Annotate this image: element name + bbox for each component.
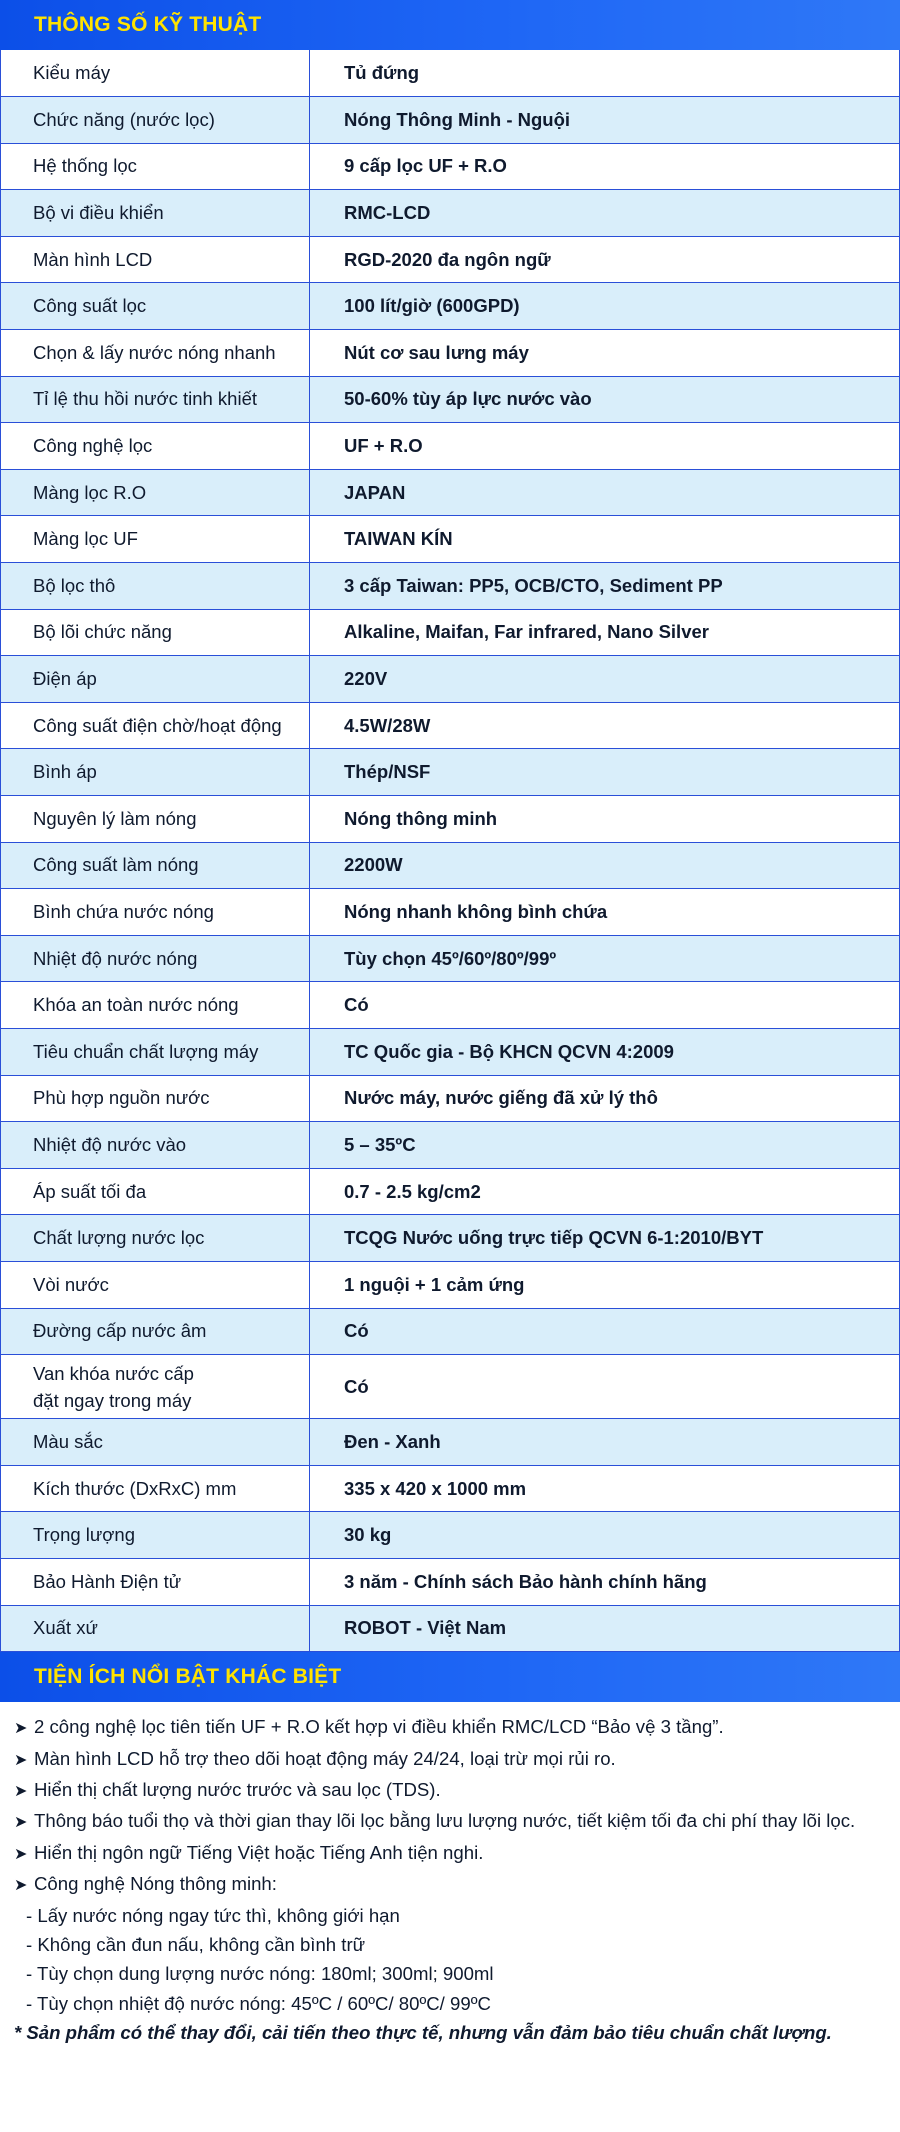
spec-label-text: Nhiệt độ nước vào	[33, 1133, 187, 1155]
spec-row	[1, 702, 900, 749]
spec-label	[1, 97, 310, 144]
spec-row	[1, 1558, 900, 1605]
spec-row	[1, 1419, 900, 1466]
spec-label	[1, 1028, 310, 1075]
spec-row	[1, 842, 900, 889]
spec-row	[1, 609, 900, 656]
benefit-item	[14, 1712, 900, 1743]
spec-label-text: Bộ lọc thô	[33, 574, 116, 596]
spec-label	[1, 842, 310, 889]
spec-label	[1, 563, 310, 610]
spec-label-text-line2: đặt ngay trong máy	[33, 1389, 192, 1411]
spec-value: JAPAN	[310, 469, 900, 516]
arrow-bullet-icon: ➤	[14, 1877, 28, 1895]
benefit-text: Màn hình LCD hỗ trợ theo dõi hoạt động máy 24/24, loại trừ mọi rủi ro.	[34, 1747, 616, 1769]
spec-row	[1, 376, 900, 423]
spec-label	[1, 50, 310, 97]
spec-row	[1, 1512, 900, 1559]
spec-label	[1, 935, 310, 982]
spec-label	[1, 1215, 310, 1262]
spec-value: Nước máy, nước giếng đã xử lý thô	[310, 1075, 900, 1122]
spec-label-text: Nguyên lý làm nóng	[33, 807, 197, 829]
spec-value: 335 x 420 x 1000 mm	[310, 1465, 900, 1512]
spec-row	[1, 97, 900, 144]
spec-label	[1, 609, 310, 656]
spec-value: Nóng nhanh không bình chứa	[310, 889, 900, 936]
spec-value: 50-60% tùy áp lực nước vào	[310, 376, 900, 423]
spec-value: 0.7 - 2.5 kg/cm2	[310, 1168, 900, 1215]
spec-row	[1, 469, 900, 516]
spec-row	[1, 423, 900, 470]
spec-row	[1, 1215, 900, 1262]
spec-row	[1, 236, 900, 283]
arrow-bullet-icon: ➤	[14, 1782, 28, 1800]
arrow-bullet-icon: ➤	[14, 1814, 28, 1832]
spec-label-text: Áp suất tối đa	[33, 1180, 147, 1202]
spec-row	[1, 935, 900, 982]
specs-table	[0, 50, 900, 1652]
benefit-text: Hiển thị ngôn ngữ Tiếng Việt hoặc Tiếng Anh tiện nghi.	[34, 1841, 484, 1863]
benefit-text: Hiển thị chất lượng nước trước và sau lọc (TDS).	[34, 1778, 441, 1800]
spec-label	[1, 1355, 310, 1419]
spec-label-text: Kiểu máy	[33, 62, 111, 84]
arrow-bullet-icon: ➤	[14, 1720, 28, 1738]
spec-label	[1, 423, 310, 470]
spec-label-text: Chất lượng nước lọc	[33, 1227, 205, 1249]
spec-row	[1, 516, 900, 563]
spec-label	[1, 190, 310, 237]
spec-label-text: Xuất xứ	[33, 1617, 98, 1639]
spec-label-text: Khóa an toàn nước nóng	[33, 994, 239, 1016]
spec-label-text: Màng lọc UF	[33, 528, 138, 550]
spec-row	[1, 1168, 900, 1215]
spec-value: 1 nguội + 1 cảm ứng	[310, 1261, 900, 1308]
arrow-bullet-icon: ➤	[14, 1751, 28, 1769]
spec-value: 5 – 35ºC	[310, 1122, 900, 1169]
benefit-item	[14, 1838, 900, 1869]
spec-row	[1, 1261, 900, 1308]
disclaimer-note: * Sản phẩm có thể thay đổi, cải tiến theo thực tế, nhưng vẫn đảm bảo tiêu chuẩn chất lượng.	[14, 2022, 832, 2044]
spec-row	[1, 190, 900, 237]
spec-value: RGD-2020 đa ngôn ngữ	[310, 236, 900, 283]
spec-row	[1, 749, 900, 796]
spec-value: Có	[310, 982, 900, 1029]
spec-value: Tùy chọn 45º/60º/80º/99º	[310, 935, 900, 982]
spec-label	[1, 1308, 310, 1355]
spec-label-text: Phù hợp nguồn nước	[33, 1087, 210, 1109]
spec-label-text: Công suất điện chờ/hoạt động	[33, 714, 282, 736]
spec-row	[1, 1122, 900, 1169]
spec-value: 2200W	[310, 842, 900, 889]
spec-value: UF + R.O	[310, 423, 900, 470]
spec-label-text: Bộ lõi chức năng	[33, 621, 172, 643]
spec-label	[1, 1122, 310, 1169]
spec-label-text: Bình áp	[33, 761, 97, 783]
spec-label-text: Chức năng (nước lọc)	[33, 108, 215, 130]
spec-label-text: Công nghệ lọc	[33, 435, 153, 457]
spec-value: Nóng thông minh	[310, 796, 900, 843]
spec-label	[1, 702, 310, 749]
specs-section-title: THÔNG SỐ KỸ THUẬT	[34, 13, 262, 36]
spec-row	[1, 563, 900, 610]
benefits-list	[0, 1702, 900, 2048]
spec-label	[1, 236, 310, 283]
benefit-sub-item: - Lấy nước nóng ngay tức thì, không giới hạn	[26, 1904, 400, 1926]
spec-row	[1, 982, 900, 1029]
specs-section-header	[0, 0, 900, 50]
spec-row	[1, 330, 900, 377]
spec-row	[1, 1308, 900, 1355]
spec-label-text: Van khóa nước cấp	[33, 1362, 194, 1384]
spec-value: 220V	[310, 656, 900, 703]
spec-value: TC Quốc gia - Bộ KHCN QCVN 4:2009	[310, 1028, 900, 1075]
benefit-sub-item: - Không cần đun nấu, không cần bình trữ	[26, 1933, 366, 1955]
spec-row	[1, 143, 900, 190]
spec-row	[1, 1605, 900, 1652]
spec-label-text: Màu sắc	[33, 1430, 103, 1452]
spec-label	[1, 982, 310, 1029]
spec-label	[1, 1168, 310, 1215]
spec-label-text: Kích thước (DxRxC) mm	[33, 1477, 237, 1499]
benefit-text: Công nghệ Nóng thông minh:	[34, 1873, 277, 1895]
benefits-section-title: TIỆN ÍCH NỔI BẬT KHÁC BIỆT	[34, 1665, 342, 1689]
spec-row	[1, 283, 900, 330]
spec-label-text: Bảo Hành Điện tử	[33, 1570, 182, 1592]
spec-label	[1, 376, 310, 423]
benefit-item	[14, 1744, 900, 1775]
spec-row	[1, 1465, 900, 1512]
spec-label-text: Trọng lượng	[33, 1524, 135, 1546]
spec-label	[1, 796, 310, 843]
spec-label	[1, 330, 310, 377]
spec-value: TAIWAN KÍN	[310, 516, 900, 563]
spec-label-text: Màn hình LCD	[33, 248, 153, 270]
spec-row	[1, 1028, 900, 1075]
spec-label	[1, 1558, 310, 1605]
spec-value: Nút cơ sau lưng máy	[310, 330, 900, 377]
spec-label	[1, 143, 310, 190]
spec-row	[1, 889, 900, 936]
spec-value: RMC-LCD	[310, 190, 900, 237]
spec-value: 9 cấp lọc UF + R.O	[310, 143, 900, 190]
spec-label-text: Bộ vi điều khiển	[33, 202, 164, 224]
spec-value: 3 năm - Chính sách Bảo hành chính hãng	[310, 1558, 900, 1605]
spec-value: 3 cấp Taiwan: PP5, OCB/CTO, Sediment PP	[310, 563, 900, 610]
spec-value: Có	[310, 1308, 900, 1355]
spec-label	[1, 1512, 310, 1559]
arrow-bullet-icon: ➤	[14, 1845, 28, 1863]
spec-label-text: Chọn & lấy nước nóng nhanh	[33, 341, 276, 363]
spec-label	[1, 1605, 310, 1652]
spec-label-text: Tiêu chuẩn chất lượng máy	[33, 1040, 259, 1062]
spec-value: ROBOT - Việt Nam	[310, 1605, 900, 1652]
spec-row	[1, 656, 900, 703]
spec-label-text: Điện áp	[33, 668, 97, 690]
benefit-item	[14, 1806, 900, 1837]
spec-row	[1, 1075, 900, 1122]
spec-label	[1, 656, 310, 703]
spec-value: Thép/NSF	[310, 749, 900, 796]
spec-label	[1, 1075, 310, 1122]
spec-label-text: Bình chứa nước nóng	[33, 900, 214, 922]
spec-value: 4.5W/28W	[310, 702, 900, 749]
spec-label-text: Hệ thống lọc	[33, 155, 137, 177]
spec-value: Đen - Xanh	[310, 1419, 900, 1466]
spec-value: TCQG Nước uống trực tiếp QCVN 6-1:2010/BYT	[310, 1215, 900, 1262]
spec-label-text: Công suất làm nóng	[33, 854, 199, 876]
spec-label	[1, 469, 310, 516]
spec-label-text: Nhiệt độ nước nóng	[33, 947, 198, 969]
spec-row	[1, 50, 900, 97]
spec-label	[1, 1465, 310, 1512]
benefit-item	[14, 1775, 900, 1806]
spec-label-text: Đường cấp nước âm	[33, 1320, 207, 1342]
benefit-sub-item: - Tùy chọn nhiệt độ nước nóng: 45ºC / 60ºC/ 80ºC/ 99ºC	[26, 1992, 491, 2014]
spec-value: 30 kg	[310, 1512, 900, 1559]
spec-label-text: Vòi nước	[33, 1273, 109, 1295]
benefit-item	[14, 1869, 900, 1900]
benefit-text: Thông báo tuổi thọ và thời gian thay lõi lọc bằng lưu lượng nước, tiết kiệm tối đa chi phí thay lõi lọc.	[34, 1810, 856, 1832]
benefit-sub-item: - Tùy chọn dung lượng nước nóng: 180ml; 300ml; 900ml	[26, 1963, 494, 1985]
spec-value: Có	[310, 1355, 900, 1419]
spec-row	[1, 1355, 900, 1419]
spec-label	[1, 1419, 310, 1466]
spec-label-text: Công suất lọc	[33, 295, 147, 317]
spec-label	[1, 749, 310, 796]
benefit-text: 2 công nghệ lọc tiên tiến UF + R.O kết hợp vi điều khiển RMC/LCD “Bảo vệ 3 tầng”.	[34, 1716, 724, 1738]
spec-label	[1, 283, 310, 330]
spec-value: Nóng Thông Minh - Nguội	[310, 97, 900, 144]
spec-value: Tủ đứng	[310, 50, 900, 97]
spec-label-text: Tỉ lệ thu hồi nước tinh khiết	[33, 388, 258, 410]
spec-value: 100 lít/giờ (600GPD)	[310, 283, 900, 330]
spec-label	[1, 1261, 310, 1308]
spec-label-text: Màng lọc R.O	[33, 481, 147, 503]
benefits-section-header	[0, 1652, 900, 1702]
spec-row	[1, 796, 900, 843]
spec-label	[1, 516, 310, 563]
spec-label	[1, 889, 310, 936]
spec-value: Alkaline, Maifan, Far infrared, Nano Silver	[310, 609, 900, 656]
